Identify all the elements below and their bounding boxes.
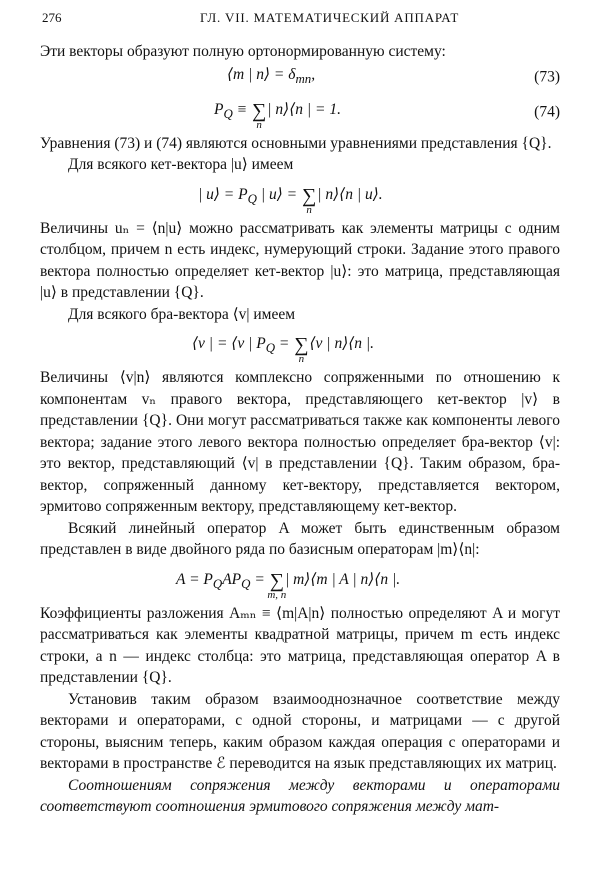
eq-op-subscript-2: Q — [241, 575, 251, 591]
page-header — [40, 10, 560, 32]
bra-intro-paragraph: Для всякого бра-вектора ⟨v| имеем — [68, 305, 296, 323]
eq-op-mid: AP — [222, 570, 242, 588]
eq74-lhs: P — [214, 100, 224, 118]
eq73-subscript: mn — [295, 70, 312, 86]
eq-bra-rhs: ⟨v | n⟩⟨n |. — [309, 335, 375, 353]
eq74-relation: ≡ — [232, 100, 252, 118]
eq-op-rhs: | m⟩⟨m | A | n⟩⟨n |. — [284, 570, 401, 588]
eq74-lhs-subscript: Q — [223, 105, 233, 121]
equations-paragraph: Уравнения (73) и (74) являются основными уравнениями представления {Q}. — [40, 134, 552, 152]
equation-operator — [40, 561, 560, 603]
sum-symbol: ∑ n — [294, 334, 309, 366]
eq-bra-sum-limit: n — [298, 353, 305, 366]
intro-paragraph: Эти векторы образуют полную ортонормированную систему: — [40, 43, 446, 60]
eq-op-lhs: A = P — [176, 570, 213, 588]
eq-bra-lhs-subscript: Q — [265, 340, 276, 356]
running-title: ГЛ. VII. МАТЕМАТИЧЕСКИЙ АППАРАТ — [200, 10, 460, 25]
correspondence-paragraph: Установив таким образом взаимооднозначное соответствие между векторами и операторами, с одной стороны, и матрицами — с другой стороны, выясним теперь, каким образом каждая операция с операторами и векторами в пространстве ℰ переводится на язык представляющих их матриц. — [40, 690, 560, 772]
ket-components-paragraph: Величины uₙ = ⟨n|u⟩ можно рассматривать как элементы матрицы с одним столбцом, причем n есть индекс, нумерующий строки. Задание этого правого вектора полностью определяет кет-вектор |u⟩: это матрица, представляющая |u⟩ в представлении {Q}. — [40, 219, 560, 301]
eq73-tail: , — [311, 65, 316, 83]
eq-ket-lhs-subscript: Q — [247, 190, 257, 206]
eq-ket-sum-limit: n — [306, 203, 312, 216]
eq73-expression: ⟨m | n⟩ = δ — [227, 65, 296, 83]
eq74-rhs: | n⟩⟨n | = 1. — [267, 100, 341, 118]
italic-final-paragraph: Соотношениям сопряжения между векторами и операторами соответствуют соотношения эрмитового сопряжения между мат- — [40, 776, 560, 815]
operator-intro-paragraph: Всякий линейный оператор A может быть единственным образом представлен в виде двойного ряда по базисным операторам |m⟩⟨n|: — [40, 519, 560, 558]
eq-bra-mid: = — [275, 335, 294, 353]
bra-components-paragraph: Величины ⟨v|n⟩ являются комплексно сопряженными по отношению к компонентам vₙ правого вектора, представляющего кет-вектор |v⟩ в представлении {Q}. Они могут рассматриваться также как компоненты левого вектора; задание этого левого вектора полностью определяет бра-вектор ⟨v|: это вектор, представляющий ⟨v| в представлении {Q}. Таким образом, бра-вектор, сопряженный данному кет-вектору, представляется вектором, эрмитово сопряженным вектору, представляющему кет-вектор. — [40, 369, 560, 515]
sum-symbol: ∑ n — [301, 184, 317, 216]
eq-ket-lhs: | u⟩ = P — [198, 185, 248, 203]
equation-73 — [40, 63, 560, 91]
sum-symbol: ∑ m, n — [267, 569, 287, 601]
eq-op-subscript-1: Q — [212, 575, 223, 591]
eq-op-sum-limit: m, n — [267, 588, 287, 601]
eq74-sum-limit: n — [256, 118, 262, 131]
sum-symbol: ∑ n — [252, 99, 267, 131]
equation-number-73: (73) — [534, 67, 560, 85]
eq-ket-rhs: | n⟩⟨n | u⟩. — [317, 185, 383, 203]
equation-number-74: (74) — [534, 102, 560, 120]
page-number: 276 — [42, 10, 62, 25]
eq-ket-mid: | u⟩ = — [256, 185, 301, 203]
equation-ket — [40, 176, 560, 218]
ket-intro-paragraph: Для всякого кет-вектора |u⟩ имеем — [68, 156, 294, 173]
coefficients-paragraph: Коэффициенты разложения Aₘₙ ≡ ⟨m|A|n⟩ полностью определяют A и могут рассматриваться как элементы квадратной матрицы, причем m есть индекс строки, а n — индекс столбца: это матрица, представляющая оператор A в представлении {Q}. — [40, 604, 560, 686]
eq-op-equals: = — [250, 570, 269, 588]
eq-bra-lhs: ⟨v | = ⟨v | P — [192, 335, 266, 353]
equation-bra — [40, 325, 560, 367]
page-body — [40, 41, 560, 818]
equation-74 — [40, 91, 560, 133]
